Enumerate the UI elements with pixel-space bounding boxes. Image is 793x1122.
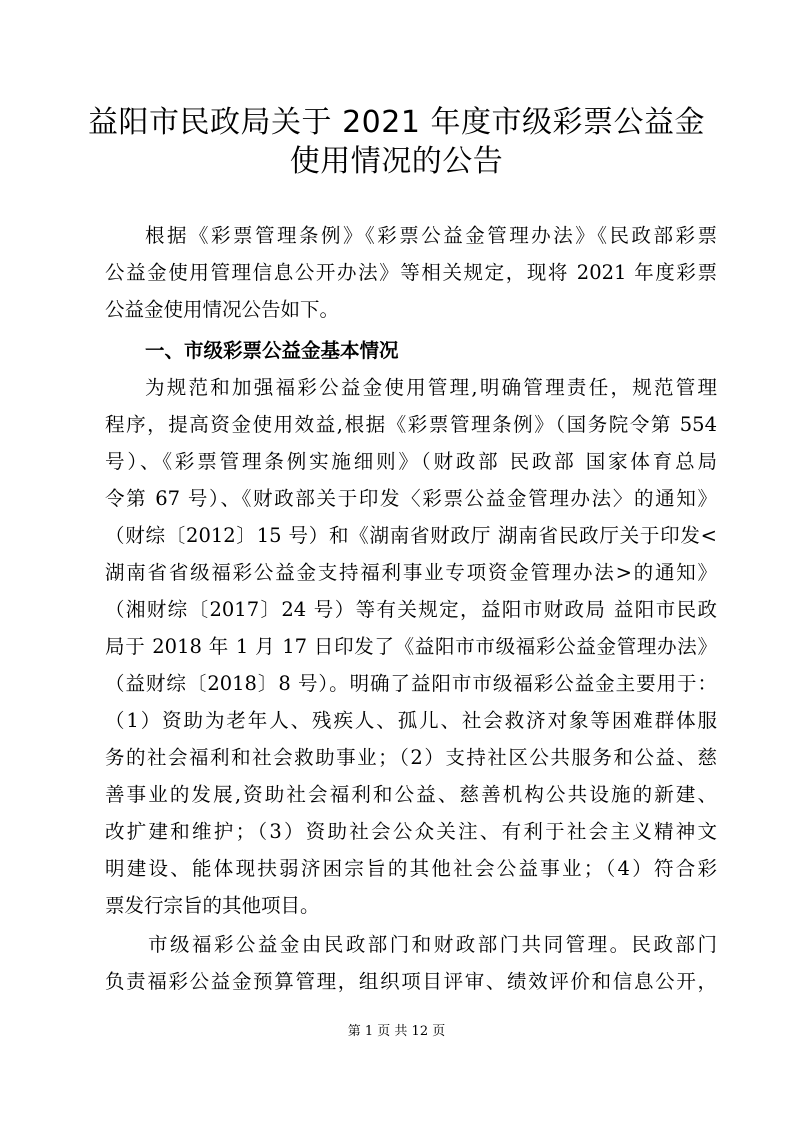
body-line: 局于 2018 年 1 月 17 日印发了《益阳市市级福彩公益金管理办法》	[105, 635, 717, 658]
body-line: （财综〔2012〕15 号）和《湖南省财政厅 湖南省民政厅关于印发<	[105, 524, 717, 547]
body-line: 负责福彩公益金预算管理，组织项目评审、绩效评价和信息公开，	[105, 970, 717, 993]
body-line: （益财综〔2018〕8 号）。明确了益阳市市级福彩公益金主要用于：	[105, 672, 717, 695]
page-number-footer: 第 1 页 共 12 页	[347, 1024, 446, 1039]
body-line: 明建设、能体现扶弱济困宗旨的其他社会公益事业；（4）符合彩	[105, 857, 717, 880]
section-heading: 一、市级彩票公益金基本情况	[145, 339, 399, 362]
document-title-line-2: 使用情况的公告	[289, 144, 504, 179]
body-line: 票发行宗旨的其他项目。	[105, 894, 320, 917]
body-line: 善事业的发展,资助社会福利和公益、慈善机构公共设施的新建、	[105, 783, 717, 806]
body-line: 湖南省省级福彩公益金支持福利事业专项资金管理办法>的通知》	[105, 561, 717, 584]
body-line: 为规范和加强福彩公益金使用管理,明确管理责任，规范管理	[145, 376, 717, 399]
body-line: （1）资助为老年人、残疾人、孤儿、社会救济对象等困难群体服	[105, 709, 717, 732]
body-line: 程序，提高资金使用效益,根据《彩票管理条例》（国务院令第 554	[105, 413, 717, 436]
intro-line: 根据《彩票管理条例》《彩票公益金管理办法》《民政部彩票	[145, 224, 717, 247]
body-line: （湘财综〔2017〕24 号）等有关规定，益阳市财政局 益阳市民政	[105, 598, 717, 621]
body-line: 号）、《彩票管理条例实施细则》（财政部 民政部 国家体育总局	[105, 450, 717, 473]
intro-line: 公益金使用管理信息公开办法》等相关规定，现将 2021 年度彩票	[105, 261, 717, 284]
intro-line: 公益金使用情况公告如下。	[105, 298, 340, 321]
body-line: 令第 67 号）、《财政部关于印发〈彩票公益金管理办法〉的通知》	[105, 487, 717, 510]
body-line: 务的社会福利和社会救助事业；（2）支持社区公共服务和公益、慈	[105, 746, 717, 769]
document-title-line-1: 益阳市民政局关于 2021 年度市级彩票公益金	[88, 105, 705, 140]
body-line: 市级福彩公益金由民政部门和财政部门共同管理。民政部门	[148, 933, 717, 956]
body-line: 改扩建和维护；（3）资助社会公众关注、有利于社会主义精神文	[105, 820, 717, 843]
